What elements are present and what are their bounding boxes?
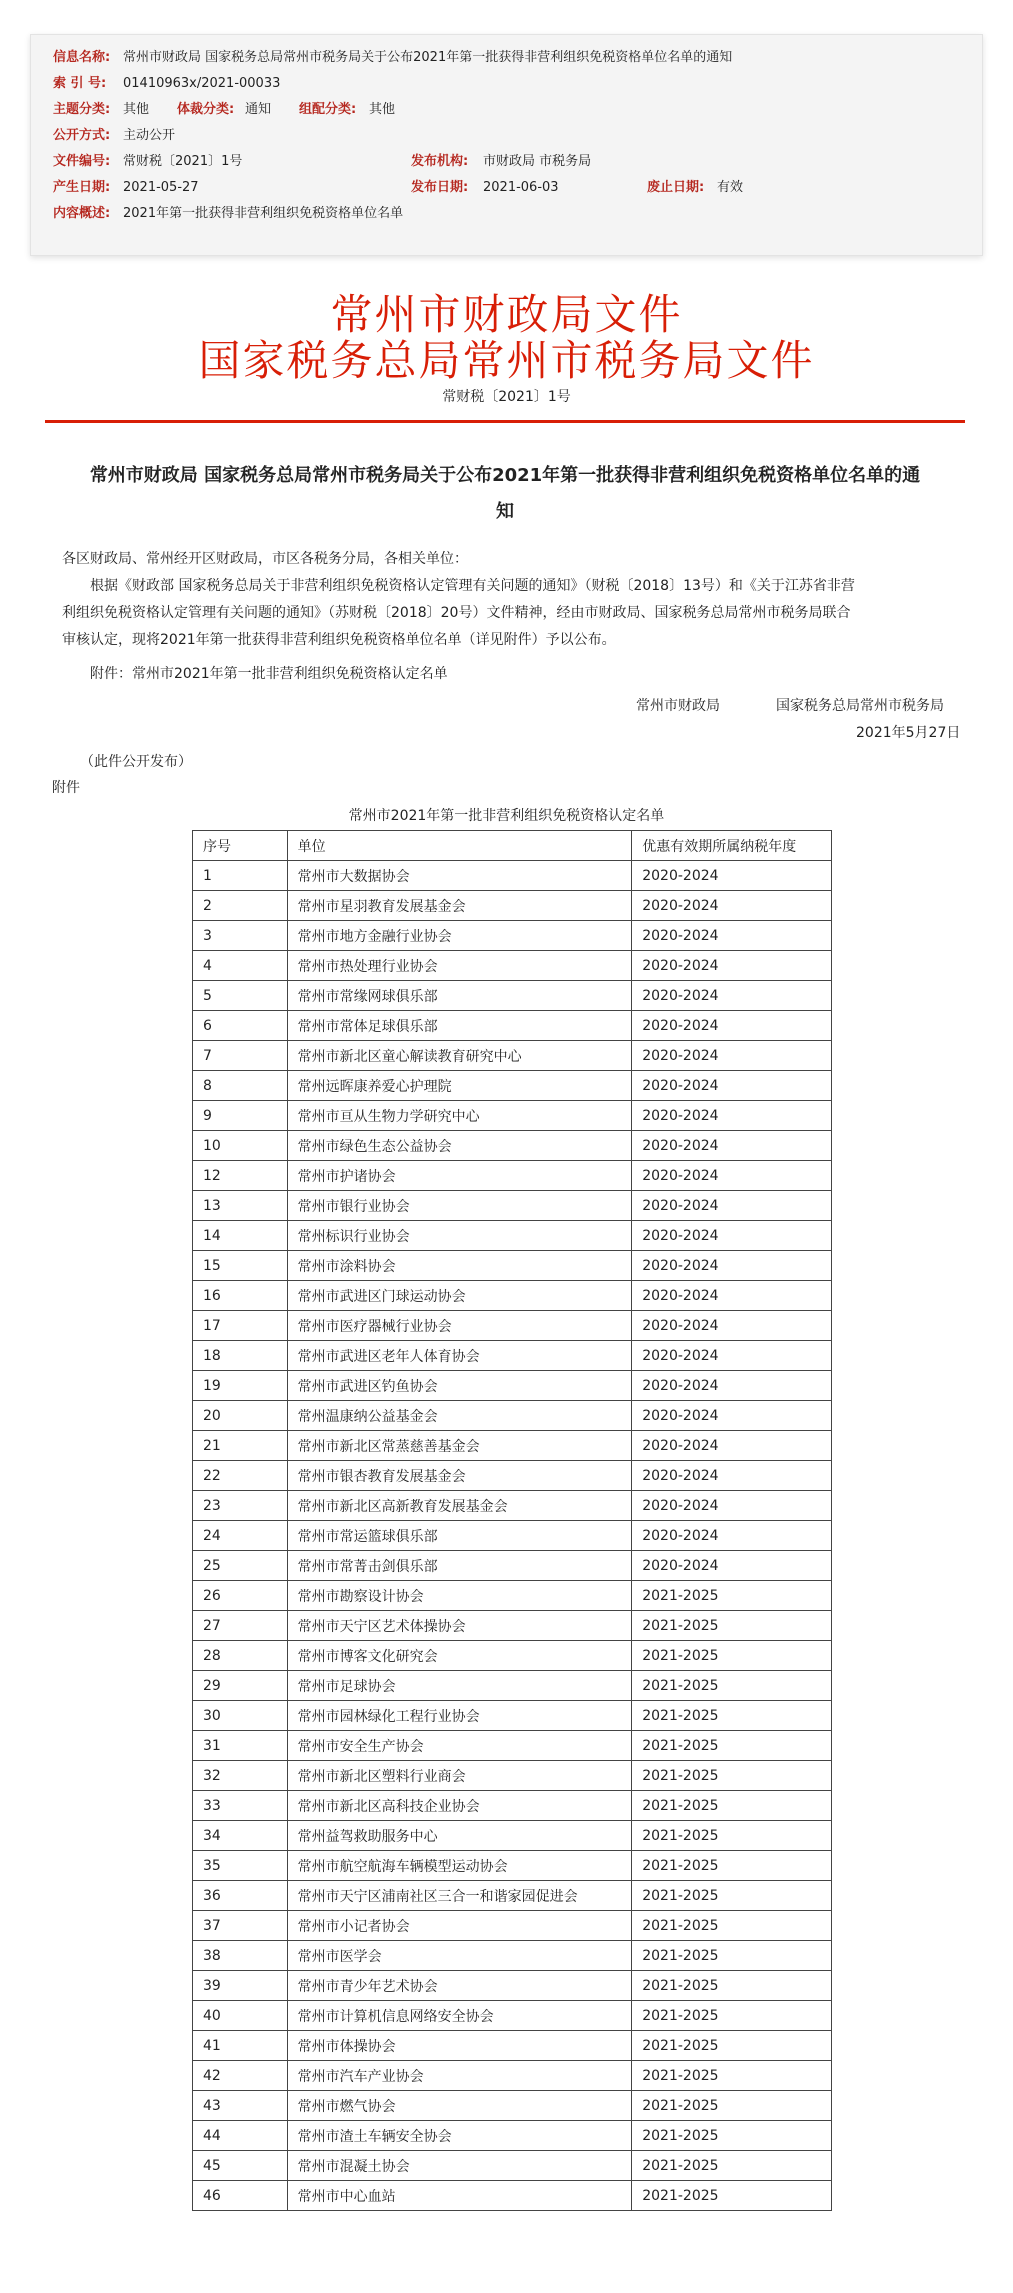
cell-period: 2020-2024 bbox=[632, 861, 832, 891]
info-name-value: 常州市财政局 国家税务总局常州市税务局关于公布2021年第一批获得非营利组织免税资格单位名单的通知 bbox=[123, 50, 733, 65]
cell-unit: 常州市小记者协会 bbox=[287, 1911, 632, 1941]
cell-period: 2021-2025 bbox=[632, 1671, 832, 1701]
cell-period: 2021-2025 bbox=[632, 1791, 832, 1821]
cell-unit: 常州市银行业协会 bbox=[287, 1191, 632, 1221]
cell-period: 2021-2025 bbox=[632, 2061, 832, 2091]
published-value: 2021-06-03 bbox=[483, 180, 559, 195]
cell-period: 2020-2024 bbox=[632, 921, 832, 951]
cell-seq: 25 bbox=[193, 1551, 288, 1581]
header-seq: 序号 bbox=[193, 831, 288, 861]
cell-unit: 常州市足球协会 bbox=[287, 1671, 632, 1701]
cell-period: 2020-2024 bbox=[632, 1281, 832, 1311]
cell-unit: 常州市汽车产业协会 bbox=[287, 2061, 632, 2091]
cell-period: 2021-2025 bbox=[632, 1701, 832, 1731]
cell-seq: 36 bbox=[193, 1881, 288, 1911]
topic-label: 主题分类: bbox=[53, 102, 111, 117]
public-release-note: （此件公开发布） bbox=[80, 754, 192, 770]
info-name-label: 信息名称: bbox=[53, 50, 111, 65]
cell-period: 2020-2024 bbox=[632, 1341, 832, 1371]
table-row bbox=[193, 1071, 832, 1101]
cell-seq: 7 bbox=[193, 1041, 288, 1071]
cell-unit: 常州市大数据协会 bbox=[287, 861, 632, 891]
cell-seq: 45 bbox=[193, 2151, 288, 2181]
cell-seq: 34 bbox=[193, 1821, 288, 1851]
table-row bbox=[193, 1491, 832, 1521]
cell-unit: 常州市医疗器械行业协会 bbox=[287, 1311, 632, 1341]
cell-unit: 常州市医学会 bbox=[287, 1941, 632, 1971]
cell-unit: 常州市天宁区艺术体操协会 bbox=[287, 1611, 632, 1641]
cell-period: 2021-2025 bbox=[632, 2091, 832, 2121]
cell-unit: 常州市渣土车辆安全协会 bbox=[287, 2121, 632, 2151]
cell-seq: 1 bbox=[193, 861, 288, 891]
cell-period: 2020-2024 bbox=[632, 1401, 832, 1431]
cell-seq: 8 bbox=[193, 1071, 288, 1101]
cell-seq: 6 bbox=[193, 1011, 288, 1041]
table-row bbox=[193, 1191, 832, 1221]
table-row bbox=[193, 1311, 832, 1341]
cell-period: 2020-2024 bbox=[632, 1551, 832, 1581]
table-row bbox=[193, 921, 832, 951]
published-label: 发布日期: bbox=[411, 180, 469, 195]
genre-value: 通知 bbox=[245, 102, 272, 117]
table-row bbox=[193, 1671, 832, 1701]
open-label: 公开方式: bbox=[53, 128, 111, 143]
cell-unit: 常州标识行业协会 bbox=[287, 1221, 632, 1251]
table-row bbox=[193, 2121, 832, 2151]
notice-title-line-1: 常州市财政局 国家税务总局常州市税务局关于公布2021年第一批获得非营利组织免税资格单位名单的通 bbox=[89, 465, 921, 486]
cell-seq: 40 bbox=[193, 2001, 288, 2031]
table-row bbox=[193, 2151, 832, 2181]
table-row bbox=[193, 981, 832, 1011]
cell-seq: 24 bbox=[193, 1521, 288, 1551]
table-row bbox=[193, 1401, 832, 1431]
document-number: 常财税〔2021〕1号 bbox=[442, 389, 571, 405]
body-line-3: 审核认定，现将2021年第一批获得非营利组织免税资格单位名单（详见附件）予以公布。 bbox=[62, 632, 616, 648]
table-row bbox=[193, 1821, 832, 1851]
table-row bbox=[193, 1101, 832, 1131]
table-caption: 常州市2021年第一批非营利组织免税资格认定名单 bbox=[348, 808, 665, 824]
red-header-title-1: 常州市财政局文件 bbox=[330, 290, 683, 339]
cell-unit: 常州市武进区门球运动协会 bbox=[287, 1281, 632, 1311]
table-row bbox=[193, 1221, 832, 1251]
cell-seq: 12 bbox=[193, 1161, 288, 1191]
created-value: 2021-05-27 bbox=[123, 180, 199, 195]
table-row bbox=[193, 2001, 832, 2031]
cell-period: 2021-2025 bbox=[632, 1851, 832, 1881]
cell-seq: 19 bbox=[193, 1371, 288, 1401]
cell-unit: 常州市常缘网球俱乐部 bbox=[287, 981, 632, 1011]
index-value: 01410963x/2021-00033 bbox=[123, 76, 281, 91]
cell-unit: 常州市航空航海车辆模型运动协会 bbox=[287, 1851, 632, 1881]
notice-title-line-2: 知 bbox=[496, 501, 514, 522]
abolish-label: 废止日期: bbox=[647, 180, 705, 195]
attachment-line: 附件：常州市2021年第一批非营利组织免税资格认定名单 bbox=[90, 666, 448, 682]
cell-period: 2020-2024 bbox=[632, 1251, 832, 1281]
table-row bbox=[193, 1941, 832, 1971]
open-value: 主动公开 bbox=[123, 128, 176, 143]
cell-unit: 常州市武进区老年人体育协会 bbox=[287, 1341, 632, 1371]
doc-no-label: 文件编号: bbox=[53, 154, 111, 169]
cell-period: 2020-2024 bbox=[632, 1371, 832, 1401]
cell-seq: 9 bbox=[193, 1101, 288, 1131]
table-row bbox=[193, 2061, 832, 2091]
cell-period: 2021-2025 bbox=[632, 2181, 832, 2211]
cell-seq: 3 bbox=[193, 921, 288, 951]
cell-seq: 31 bbox=[193, 1731, 288, 1761]
cell-period: 2021-2025 bbox=[632, 1911, 832, 1941]
cell-period: 2021-2025 bbox=[632, 1971, 832, 2001]
table-row bbox=[193, 1611, 832, 1641]
signer-tax-bureau: 国家税务总局常州市税务局 bbox=[776, 698, 944, 714]
cell-period: 2020-2024 bbox=[632, 981, 832, 1011]
cell-seq: 42 bbox=[193, 2061, 288, 2091]
cell-period: 2020-2024 bbox=[632, 951, 832, 981]
cell-unit: 常州市博客文化研究会 bbox=[287, 1641, 632, 1671]
table-row bbox=[193, 1851, 832, 1881]
table-row bbox=[193, 1731, 832, 1761]
cell-unit: 常州市常菁击剑俱乐部 bbox=[287, 1551, 632, 1581]
table-row bbox=[193, 951, 832, 981]
index-label: 索 引 号: bbox=[53, 76, 107, 91]
cell-unit: 常州市星羽教育发展基金会 bbox=[287, 891, 632, 921]
issue-date: 2021年5月27日 bbox=[856, 725, 961, 741]
genre-label: 体裁分类: bbox=[177, 102, 235, 117]
table-row bbox=[193, 2181, 832, 2211]
metadata-panel bbox=[30, 34, 983, 256]
cell-seq: 15 bbox=[193, 1251, 288, 1281]
cell-seq: 26 bbox=[193, 1581, 288, 1611]
topic-value: 其他 bbox=[123, 102, 150, 117]
table-row bbox=[193, 1251, 832, 1281]
cell-unit: 常州市中心血站 bbox=[287, 2181, 632, 2211]
cell-unit: 常州市计算机信息网络安全协会 bbox=[287, 2001, 632, 2031]
cell-period: 2020-2024 bbox=[632, 1491, 832, 1521]
red-divider bbox=[45, 420, 965, 423]
table-row bbox=[193, 2091, 832, 2121]
cell-period: 2020-2024 bbox=[632, 1221, 832, 1251]
cell-period: 2021-2025 bbox=[632, 1941, 832, 1971]
salutation: 各区财政局、常州经开区财政局，市区各税务分局，各相关单位： bbox=[62, 551, 468, 567]
cell-seq: 29 bbox=[193, 1671, 288, 1701]
cell-period: 2020-2024 bbox=[632, 1071, 832, 1101]
table-row bbox=[193, 1521, 832, 1551]
cell-period: 2021-2025 bbox=[632, 2001, 832, 2031]
cell-unit: 常州温康纳公益基金会 bbox=[287, 1401, 632, 1431]
cell-unit: 常州市园林绿化工程行业协会 bbox=[287, 1701, 632, 1731]
table-row bbox=[193, 1341, 832, 1371]
table-row bbox=[193, 2031, 832, 2061]
cell-unit: 常州市勘察设计协会 bbox=[287, 1581, 632, 1611]
cell-unit: 常州市新北区童心解读教育研究中心 bbox=[287, 1041, 632, 1071]
table-row bbox=[193, 1161, 832, 1191]
table-row bbox=[193, 1041, 832, 1071]
cell-period: 2021-2025 bbox=[632, 1731, 832, 1761]
table-row bbox=[193, 861, 832, 891]
cell-seq: 38 bbox=[193, 1941, 288, 1971]
cell-unit: 常州市天宁区浦南社区三合一和谐家园促进会 bbox=[287, 1881, 632, 1911]
table-row bbox=[193, 1701, 832, 1731]
cell-period: 2020-2024 bbox=[632, 1521, 832, 1551]
org-cat-label: 组配分类: bbox=[299, 102, 357, 117]
cell-period: 2021-2025 bbox=[632, 1581, 832, 1611]
body-line-2: 利组织免税资格认定管理有关问题的通知》（苏财税〔2018〕20号）文件精神，经由市财政局、国家税务总局常州市税务局联合 bbox=[62, 605, 851, 621]
cell-period: 2020-2024 bbox=[632, 1461, 832, 1491]
cell-period: 2021-2025 bbox=[632, 1881, 832, 1911]
cell-unit: 常州市常运篮球俱乐部 bbox=[287, 1521, 632, 1551]
cell-unit: 常州益驾救助服务中心 bbox=[287, 1821, 632, 1851]
table-row bbox=[193, 1011, 832, 1041]
cell-seq: 4 bbox=[193, 951, 288, 981]
body-line-1: 根据《财政部 国家税务总局关于非营利组织免税资格认定管理有关问题的通知》（财税〔2018〕13号）和《关于江苏省非营 bbox=[90, 578, 855, 594]
cell-period: 2021-2025 bbox=[632, 1821, 832, 1851]
table-row bbox=[193, 1131, 832, 1161]
cell-seq: 28 bbox=[193, 1641, 288, 1671]
cell-period: 2020-2024 bbox=[632, 1131, 832, 1161]
summary-value: 2021年第一批获得非营利组织免税资格单位名单 bbox=[123, 206, 404, 221]
cell-unit: 常州市新北区高新教育发展基金会 bbox=[287, 1491, 632, 1521]
cell-period: 2021-2025 bbox=[632, 1641, 832, 1671]
table-row bbox=[193, 1881, 832, 1911]
cell-seq: 5 bbox=[193, 981, 288, 1011]
red-header-title-2: 国家税务总局常州市税务局文件 bbox=[198, 336, 815, 385]
cell-period: 2020-2024 bbox=[632, 1041, 832, 1071]
cell-seq: 13 bbox=[193, 1191, 288, 1221]
cell-unit: 常州市新北区高科技企业协会 bbox=[287, 1791, 632, 1821]
cell-unit: 常州市体操协会 bbox=[287, 2031, 632, 2061]
header-period: 优惠有效期所属纳税年度 bbox=[632, 831, 832, 861]
cell-seq: 18 bbox=[193, 1341, 288, 1371]
cell-period: 2020-2024 bbox=[632, 1101, 832, 1131]
doc-no-value: 常财税〔2021〕1号 bbox=[123, 154, 243, 169]
cell-seq: 17 bbox=[193, 1311, 288, 1341]
cell-unit: 常州市涂料协会 bbox=[287, 1251, 632, 1281]
exemption-list-table bbox=[192, 830, 832, 2211]
cell-seq: 27 bbox=[193, 1611, 288, 1641]
cell-seq: 2 bbox=[193, 891, 288, 921]
org-cat-value: 其他 bbox=[369, 102, 396, 117]
cell-unit: 常州市银杏教育发展基金会 bbox=[287, 1461, 632, 1491]
table-row bbox=[193, 1551, 832, 1581]
cell-seq: 30 bbox=[193, 1701, 288, 1731]
table-row bbox=[193, 1371, 832, 1401]
table-row bbox=[193, 891, 832, 921]
summary-label: 内容概述: bbox=[53, 206, 111, 221]
cell-seq: 33 bbox=[193, 1791, 288, 1821]
table-body bbox=[193, 861, 832, 2211]
cell-unit: 常州市混凝土协会 bbox=[287, 2151, 632, 2181]
table-row bbox=[193, 1581, 832, 1611]
table-row bbox=[193, 1971, 832, 2001]
cell-unit: 常州市热处理行业协会 bbox=[287, 951, 632, 981]
table-row bbox=[193, 1641, 832, 1671]
cell-period: 2020-2024 bbox=[632, 891, 832, 921]
cell-unit: 常州市武进区钓鱼协会 bbox=[287, 1371, 632, 1401]
table-header-row bbox=[193, 831, 832, 861]
cell-seq: 37 bbox=[193, 1911, 288, 1941]
cell-period: 2021-2025 bbox=[632, 2151, 832, 2181]
cell-seq: 22 bbox=[193, 1461, 288, 1491]
header-unit: 单位 bbox=[287, 831, 632, 861]
cell-seq: 14 bbox=[193, 1221, 288, 1251]
cell-seq: 39 bbox=[193, 1971, 288, 2001]
notice-title bbox=[45, 458, 965, 530]
cell-unit: 常州市护诸协会 bbox=[287, 1161, 632, 1191]
cell-unit: 常州市亘从生物力学研究中心 bbox=[287, 1101, 632, 1131]
cell-seq: 32 bbox=[193, 1761, 288, 1791]
table-row bbox=[193, 1761, 832, 1791]
cell-period: 2021-2025 bbox=[632, 1761, 832, 1791]
cell-unit: 常州市新北区常蒸慈善基金会 bbox=[287, 1431, 632, 1461]
cell-unit: 常州市安全生产协会 bbox=[287, 1731, 632, 1761]
cell-seq: 43 bbox=[193, 2091, 288, 2121]
cell-period: 2020-2024 bbox=[632, 1311, 832, 1341]
table-row bbox=[193, 1791, 832, 1821]
cell-unit: 常州远晖康养爱心护理院 bbox=[287, 1071, 632, 1101]
cell-period: 2020-2024 bbox=[632, 1011, 832, 1041]
cell-unit: 常州市燃气协会 bbox=[287, 2091, 632, 2121]
table-row bbox=[193, 1911, 832, 1941]
cell-unit: 常州市绿色生态公益协会 bbox=[287, 1131, 632, 1161]
cell-period: 2021-2025 bbox=[632, 2121, 832, 2151]
cell-seq: 20 bbox=[193, 1401, 288, 1431]
abolish-value: 有效 bbox=[717, 180, 744, 195]
cell-unit: 常州市青少年艺术协会 bbox=[287, 1971, 632, 2001]
cell-unit: 常州市地方金融行业协会 bbox=[287, 921, 632, 951]
cell-period: 2021-2025 bbox=[632, 2031, 832, 2061]
cell-unit: 常州市常体足球俱乐部 bbox=[287, 1011, 632, 1041]
table-row bbox=[193, 1461, 832, 1491]
cell-unit: 常州市新北区塑料行业商会 bbox=[287, 1761, 632, 1791]
issuer-value: 市财政局 市税务局 bbox=[483, 154, 592, 169]
signer-finance-bureau: 常州市财政局 bbox=[636, 698, 720, 714]
issuer-label: 发布机构: bbox=[411, 154, 469, 169]
cell-seq: 21 bbox=[193, 1431, 288, 1461]
cell-seq: 35 bbox=[193, 1851, 288, 1881]
created-label: 产生日期: bbox=[53, 180, 111, 195]
cell-seq: 44 bbox=[193, 2121, 288, 2151]
table-row bbox=[193, 1431, 832, 1461]
attachment-label: 附件 bbox=[52, 780, 80, 796]
cell-period: 2020-2024 bbox=[632, 1431, 832, 1461]
cell-period: 2020-2024 bbox=[632, 1161, 832, 1191]
table-row bbox=[193, 1281, 832, 1311]
cell-seq: 10 bbox=[193, 1131, 288, 1161]
cell-period: 2020-2024 bbox=[632, 1191, 832, 1221]
cell-seq: 23 bbox=[193, 1491, 288, 1521]
cell-seq: 16 bbox=[193, 1281, 288, 1311]
cell-seq: 41 bbox=[193, 2031, 288, 2061]
cell-seq: 46 bbox=[193, 2181, 288, 2211]
cell-period: 2021-2025 bbox=[632, 1611, 832, 1641]
